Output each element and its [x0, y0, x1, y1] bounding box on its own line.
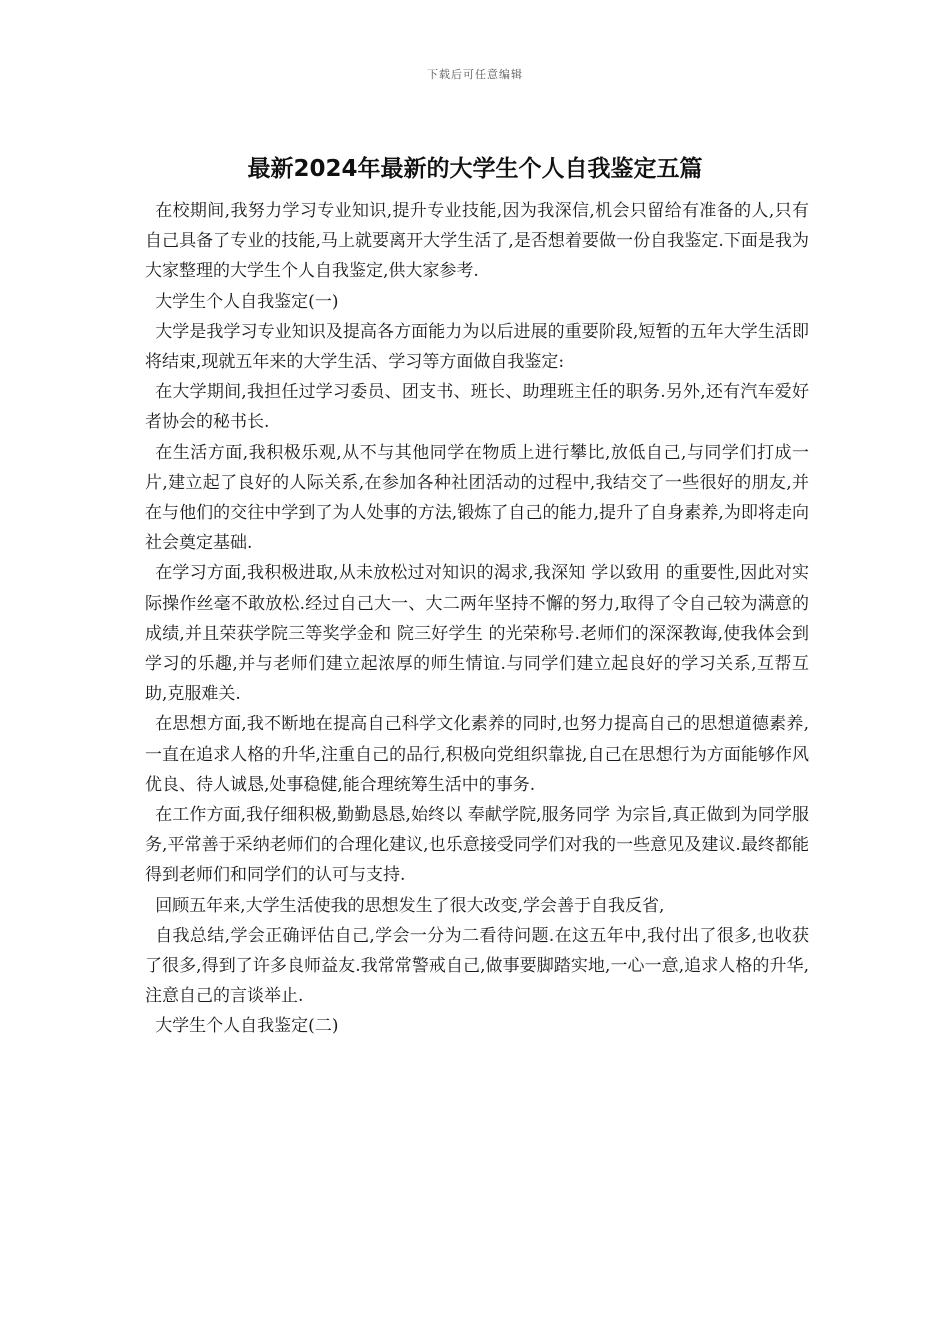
paragraph-thought: 在思想方面,我不断地在提高自己科学文化素养的同时,也努力提高自己的思想道德素养,一直在追求人格的升华,注重自己的品行,积极向党组织靠拢,自己在思想行为方面能够作风优良、待人诚恳,处事稳健,能合理统筹生活中的事务. — [145, 714, 809, 795]
paragraph-summary: 自我总结,学会正确评估自己,学会一分为二看待问题.在这五年中,我付出了很多,也收获了很多,得到了许多良师益友.我常常警戒自己,做事要脚踏实地,一心一意,追求人格的升华,注意自己的言谈举止. — [145, 925, 809, 1007]
paragraph-intro: 在校期间,我努力学习专业知识,提升专业技能,因为我深信,机会只留给有准备的人,只有自己具备了专业的技能,马上就要离开大学生活了,是否想着要做一份自我鉴定.下面是我为大家整理的大学生个人自我鉴定,供大家参考. — [145, 201, 809, 282]
section-heading-1: 大学生个人自我鉴定(一) — [155, 291, 339, 312]
paragraph-life: 在生活方面,我积极乐观,从不与其他同学在物质上进行攀比,放低自己,与同学们打成一片,建立起了良好的人际关系,在参加各种社团活动的过程中,我结交了一些很好的朋友,并在与他们的交往中学到了为人处事的方法,锻炼了自己的能力,提升了自身素养,为即将走向社会奠定基础. — [145, 442, 809, 554]
paragraph-study: 在学习方面,我积极进取,从未放松过对知识的渴求,我深知 学以致用 的重要性,因此对实际操作丝毫不敢放松.经过自己大一、大二两年坚持不懈的努力,取得了令自己较为满意的成绩,并且荣获学院三等奖学金和 院三好学生 的光荣称号.老师们的深深教诲,使我体会到学习的乐趣,并与老师们建立起浓厚的师生情谊.与同学们建立起良好的学习关系,互帮互助,克服难关. — [145, 563, 809, 705]
paragraph-positions: 在大学期间,我担任过学习委员、团支书、班长、助理班主任的职务.另外,还有汽车爱好者协会的秘书长. — [145, 382, 809, 433]
paragraph-overview: 大学是我学习专业知识及提高各方面能力为以后进展的重要阶段,短暂的五年大学生活即将结束,现就五年来的大学生活、学习等方面做自我鉴定: — [145, 321, 809, 373]
document-title: 最新2024年最新的大学生个人自我鉴定五篇 — [247, 156, 703, 182]
paragraph-work: 在工作方面,我仔细积极,勤勤恳恳,始终以 奉献学院,服务同学 为宗旨,真正做到为同学服务,平常善于采纳老师们的合理化建议,也乐意接受同学们对我的一些意见及建议.最终都能得到老师们和同学们的认可与支持. — [145, 805, 809, 886]
section-heading-2: 大学生个人自我鉴定(二) — [155, 1016, 339, 1037]
paragraph-review: 回顾五年来,大学生活使我的思想发生了很大改变,学会善于自我反省, — [155, 895, 665, 916]
page-header: 下载后可任意编辑 — [427, 68, 523, 81]
document-body — [145, 196, 809, 1042]
